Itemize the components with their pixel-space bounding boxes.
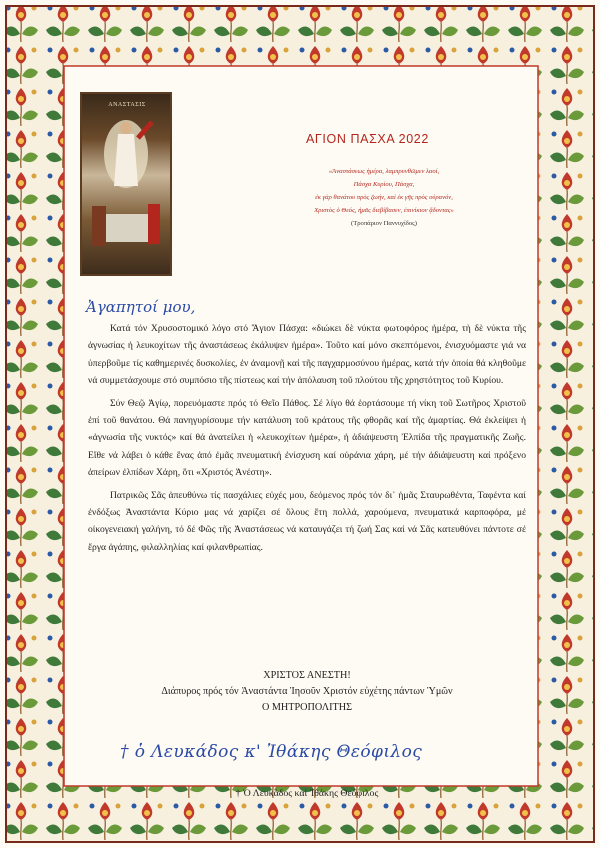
troparion-credit: (Τροπάριον Παννυχίδος) xyxy=(351,220,417,227)
resurrection-icon-image xyxy=(80,92,172,276)
signatory-name: † Ὁ Λευκάδος καί Ἰθάκης Θεόφιλος xyxy=(235,788,379,799)
closing-wish: Διάπυρος πρός τόν Ἀναστάντα Ἰησοῦν Χριστόν εὐχέτης πάντων Ὑμῶν xyxy=(161,686,453,697)
paragraph: Σύν Θεῷ Ἁγίῳ, πορευόμαστε πρός τό Θεῖο Πάθος. Σέ λίγο θά ἑορτάσουμε τή νίκη τοῦ Σωτῆρος Χριστοῦ ἐπί τοῦ θανάτου. Θά πανηγυρίσουμε τήν κατάλυση τοῦ κράτους τῆς φθορᾶς καί τῆς ἁμαρτίας. Θά ἐκλείψει ἡ «ἀγνωσία τῆς νυκτός» καί θά ἀνατείλει ἡ «λευκοχίτων ἡμέρα», ἡ ἀδιάψευστη Ἐλπίδα τῆς πραγματικῆς Ζωῆς. Εἴθε νά λάβει ὁ κάθε ἕνας ἀπό ἐμᾶς πνευματική ἐνίσχυση καί οὐράνια χάρη, μέ τήν ἀδιάψευστη καί πρόξενο ἀπείρων ἐλπίδων Χάρη, ὅτι «Χριστός Ἀνέστη». xyxy=(88,397,526,479)
troparion-verse xyxy=(240,165,528,230)
troparion-line: Χριστὸς ὁ Θεός, ἡμᾶς διεβίβασεν, ἐπινίκιον ᾄδοντας» xyxy=(314,207,454,214)
troparion-line: «Ἀναστάσεως ἡμέρα, λαμπρυνθῶμεν λαοί, xyxy=(328,168,440,175)
handwritten-signature: † ὁ Λευκάδος κ' Ἰθάκης Θεόφιλος xyxy=(120,742,423,762)
salutation: Ἀγαπητοί μου, xyxy=(86,298,196,316)
easter-greeting: ΧΡΙΣΤΟΣ ΑΝΕΣΤΗ! xyxy=(263,670,351,681)
icon-caption: ΑΝΑΣΤΑΣΙΣ xyxy=(108,102,146,108)
paragraph: Κατά τόν Χρυσοστομικό λόγο στό Ἅγιον Πάσχα: «διώκει δὲ νύκτα φωτοφόρος ἡμέρα, τὴ δὲ νύκτα τῆς ἀγνωσίας ἡ λευκοχίτων τῆς ἀναστάσεως ἐκάλυψεν ἡμέρα». Τοῦτο καί μόνο σκεπτόμενοι, ἐνισχυόμαστε γιά να ὑπερβοῦμε τίς καθημερινές δυσκολίες, ἐν ἀναμονῇ καί τῆς παγχαρμοσύνου ἡμέρας, κατά τήν ὁποία θά κληθοῦμε νά συμμετάσχουμε στό συμπόσιο τῆς πίστεως καί τήν ἀπόλαυση τοῦ πλούτου τῆς χρηστότητος τοῦ Κυρίου. xyxy=(88,323,526,387)
letter-body xyxy=(88,320,526,561)
troparion-line: Πάσχα Κυρίου, Πάσχα, xyxy=(353,181,415,188)
page-title: ΑΓΙΟΝ ΠΑΣΧΑ 2022 xyxy=(306,132,429,146)
paragraph: Πατρικῶς Σᾶς ἀπευθύνω τίς πασχάλιες εὐχές μου, δεόμενος πρός τόν δι᾽ ἡμᾶς Σταυρωθέντα, Ταφέντα καί ἐνδόξως Ἀναστάντα Κύριο μας νά χαρίζει σέ ὅλους ἔτη πολλά, χαρούμενα, πνευματικά καρποφόρα, μέ οἰκογενειακή γαλήνη, τό δέ Φῶς τῆς Ἀναστάσεως νά καταυγάζει τή ζωή Σας καί νά Σᾶς κατευθύνει πάντοτε σέ ἔργα ἀγάπης, φιλαλληλίας καί φιλανθρωπίας. xyxy=(88,489,526,553)
troparion-line: ἐκ γὰρ θανάτου πρὸς ζωήν, καὶ ἐκ γῆς πρὸς οὐρανόν, xyxy=(315,194,453,201)
signatory-title: Ο ΜΗΤΡΟΠΟΛΙΤΗΣ xyxy=(261,702,353,713)
closing-block xyxy=(88,668,526,716)
